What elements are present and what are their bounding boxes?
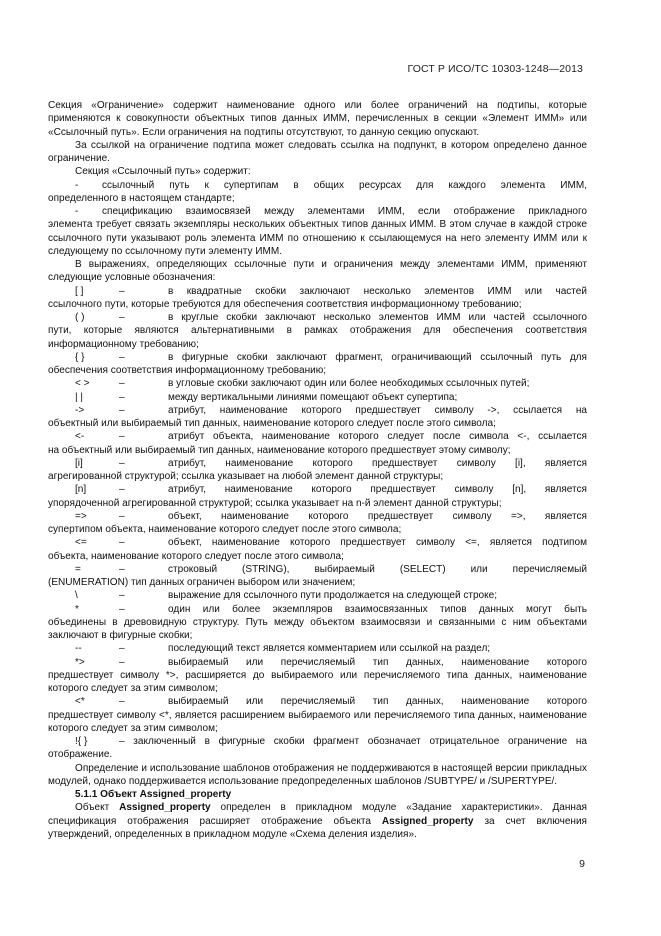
page-number: 9 [579, 858, 585, 870]
notation-text: атрибут, наименование которого предшествует символу [i], является [168, 457, 587, 469]
notation-item [48, 285, 587, 312]
notation-continuation: супертипом объекта, наименование которого следует после этого символа; [48, 524, 402, 535]
notation-text: строковый (STRING), выбираемый (SELECT) или перечисляемый [168, 563, 587, 575]
notation-item [48, 377, 587, 390]
notation-symbol: ( ) [75, 312, 85, 323]
notation-dash: – [119, 431, 125, 443]
notation-item [48, 695, 587, 735]
paragraph-assigned-property [48, 801, 587, 841]
notation-continuation: обеспечения соответствия информационному требованию; [48, 365, 327, 376]
notation-text: объект, наименование которого предшествует символу <=, является подтипом [168, 537, 587, 549]
notation-dash: – [119, 285, 125, 297]
notation-item [48, 311, 587, 351]
notation-symbol: { } [75, 351, 85, 363]
notation-text: выбираемый или перечисляемый тип данных, наименование которого [168, 656, 587, 668]
notation-symbol: !{ } [75, 736, 88, 747]
notation-continuation: отображение. [48, 749, 113, 761]
notation-text: атрибут объекта, наименование которого следует после символа <-, ссылается [168, 431, 587, 443]
notation-text: выбираемый или перечисляемый тип данных, наименование которого [168, 696, 587, 708]
notation-text: выражение для ссылочного пути продолжается на следующей строке; [168, 590, 498, 602]
notation-symbol: *> [75, 656, 85, 668]
list-dash: - [75, 179, 79, 191]
list-item-text: спецификацию взаимосвязей между элементами ИММ, если отображение прикладного [102, 206, 587, 217]
notation-item-negation [48, 735, 587, 762]
notation-text: объект, наименование которого предшествует символу =>, является [168, 510, 587, 522]
notation-continuation: объекта, наименование которого следует после этого символа; [48, 550, 344, 562]
entity-name: Assigned_property [119, 802, 211, 814]
notation-continuation: агрегированной структурой; ссылка указывает на любой элемент данной структуры; [48, 471, 444, 482]
notation-symbol: [ ] [75, 285, 84, 297]
notation-dash: – [119, 603, 125, 615]
notation-text: в фигурные скобки заключают фрагмент, ограничивающий ссылочный путь для [168, 351, 587, 363]
notation-item [48, 351, 587, 378]
notation-symbol: <* [75, 696, 85, 708]
notation-continuation: ссылочного пути, которые требуются для обеспечения соответствия информационному требованию; [48, 298, 522, 310]
notation-dash: – [119, 696, 125, 708]
notation-item [48, 510, 587, 537]
notation-symbol: [i] [75, 457, 83, 469]
notation-symbol: | | [75, 391, 84, 403]
notation-text: – заключенный в фигурные скобки фрагмент обозначает отрицательное ограничение на [119, 736, 587, 747]
notation-item [48, 563, 587, 590]
notation-continuation: упорядоченной агрегированной структурой; ссылка указывает на n-й элемент данной структуры; [48, 497, 502, 509]
notation-dash: – [119, 351, 125, 363]
notation-item [48, 589, 587, 602]
notation-dash: – [119, 404, 125, 416]
notation-continuation: (ENUMERATION) тип данных ограничен выбором или значением; [48, 577, 356, 588]
notation-symbol: -> [75, 404, 85, 416]
notation-item [48, 457, 587, 484]
list-item-continuation: определенного в настоящем стандарте; [48, 192, 235, 204]
notation-dash: – [119, 656, 125, 668]
notation-item [48, 404, 587, 431]
entity-name: Assigned_property [381, 815, 474, 827]
list-item-supertype-path [48, 179, 587, 192]
notation-continuation: пути, которые являются альтернативными в рамках отображения для обеспечения соответствия информационному требованию; [48, 325, 587, 350]
paragraph-notation-intro: В выражениях, определяющих ссылочные пути и ограничения между элементами ИММ, применяют следующие условные обозначения: [48, 259, 587, 284]
notation-symbol: => [75, 510, 87, 522]
notation-text: в угловые скобки заключают один или более необходимых ссылочных путей; [168, 378, 530, 390]
notation-item [48, 642, 587, 655]
notation-text: последующий текст является комментарием или ссылкой на раздел; [168, 643, 491, 655]
notation-dash: – [119, 590, 125, 602]
notation-item [48, 430, 587, 457]
notation-symbol: -- [75, 643, 82, 655]
notation-continuation: предшествует символу <*, является расширением выбираемого или перечисляемого типа данных, наименование которого следует за этим символом; [48, 709, 587, 734]
text-run: за счет включения утверждений, определенных в прикладном модуле «Схема деления изделия». [48, 815, 588, 840]
notation-continuation: объединены в древовидную структуру. Путь между объектом взаимосвязи и связанными с ним объектами заключают в фигурные скобки; [48, 616, 587, 641]
notation-item [48, 603, 587, 643]
notation-symbol: <- [75, 431, 85, 443]
notation-text: в круглые скобки заключают несколько элементов ИММ или частей ссылочного [168, 312, 587, 323]
paragraph-subclause-reference: За ссылкой на ограничение подтипа может следовать ссылка на подпункт, в котором определено данное ограничение. [48, 139, 587, 164]
section-heading: 5.1.1 Объект Assigned_property [75, 789, 232, 800]
notation-dash: – [119, 312, 125, 323]
notation-dash: – [119, 643, 125, 655]
notation-dash: – [119, 563, 125, 575]
notation-list [48, 285, 587, 762]
body-text [48, 99, 587, 841]
text-run: определен в прикладном модуле «Задание характеристики». Данная спецификация отображения расширяет отображение объекта [48, 802, 587, 827]
notation-symbol: = [75, 563, 81, 575]
list-item-continuation: элемента требует связать экземпляры нескольких объектных типов данных ИММ. В этом случае в каждой строке ссылочного пути указывают роль элемента ИММ по отношению к ссылающемуся на него элементу ИММ или к следующему по ссылочному пути элементу ИММ. [48, 219, 587, 257]
notation-item [48, 483, 587, 510]
notation-continuation: объектный или выбираемый тип данных, наименование которого следует после этого символа; [48, 418, 496, 429]
paragraph-restriction-section: Секция «Ограничение» содержит наименование одного или более ограничений на подтипы, которые применяются к совокупности объектных типов данных ИММ, перечисленных в секции «Элемент ИММ» или «Ссылочный путь». Если ограничения на подтипы отсутствуют, то данную секцию опускают. [48, 100, 587, 138]
notation-dash: – [119, 457, 125, 469]
notation-item [48, 536, 587, 563]
notation-symbol: \ [75, 590, 78, 602]
paragraph-templates: Определение и использование шаблонов отображения не поддерживаются в настоящей версии прикладных модулей, однако поддерживается использование предопределенных шаблонов /SUBTYPE/ и /SUPERTYPE/. [48, 762, 587, 787]
paragraph-reference-path-intro: Секция «Ссылочный путь» содержит: [75, 166, 251, 178]
notation-symbol: < > [75, 378, 90, 390]
notation-dash: – [119, 537, 125, 549]
list-item-text: ссылочный путь к супертипам в общих ресурсах для каждого элемента ИММ, [102, 179, 587, 191]
notation-symbol: [n] [75, 484, 87, 496]
text-run: Объект [75, 802, 120, 814]
notation-text: между вертикальными линиями помещают объект супертипа; [168, 391, 458, 403]
notation-dash: – [119, 510, 125, 522]
notation-dash: – [119, 378, 125, 390]
notation-item [48, 391, 587, 404]
notation-text: атрибут, наименование которого предшествует символу [n], является [168, 484, 587, 496]
notation-text: в квадратные скобки заключают несколько элементов ИММ или частей [168, 285, 587, 297]
list-dash: - [75, 206, 79, 217]
notation-continuation: на объектный или выбираемый тип данных, наименование которого предшествует этому символу; [48, 444, 511, 456]
list-item-relationship-spec [48, 205, 587, 218]
notation-text: один или более экземпляров взаимосвязанных типов данных могут быть [168, 603, 587, 615]
notation-symbol: <= [75, 537, 87, 549]
notation-dash: – [119, 391, 125, 403]
notation-symbol: * [75, 603, 79, 615]
standard-header: ГОСТ Р ИСО/ТС 10303-1248—2013 [407, 63, 583, 75]
notation-item [48, 656, 587, 696]
notation-dash: – [119, 484, 125, 496]
notation-continuation: предшествует символу *>, расширяется до выбираемого или перечисляемого типа данных, наименование которого следует за этим символом; [48, 669, 587, 694]
notation-text: атрибут, наименование которого предшествует символу ->, ссылается на [168, 404, 587, 416]
